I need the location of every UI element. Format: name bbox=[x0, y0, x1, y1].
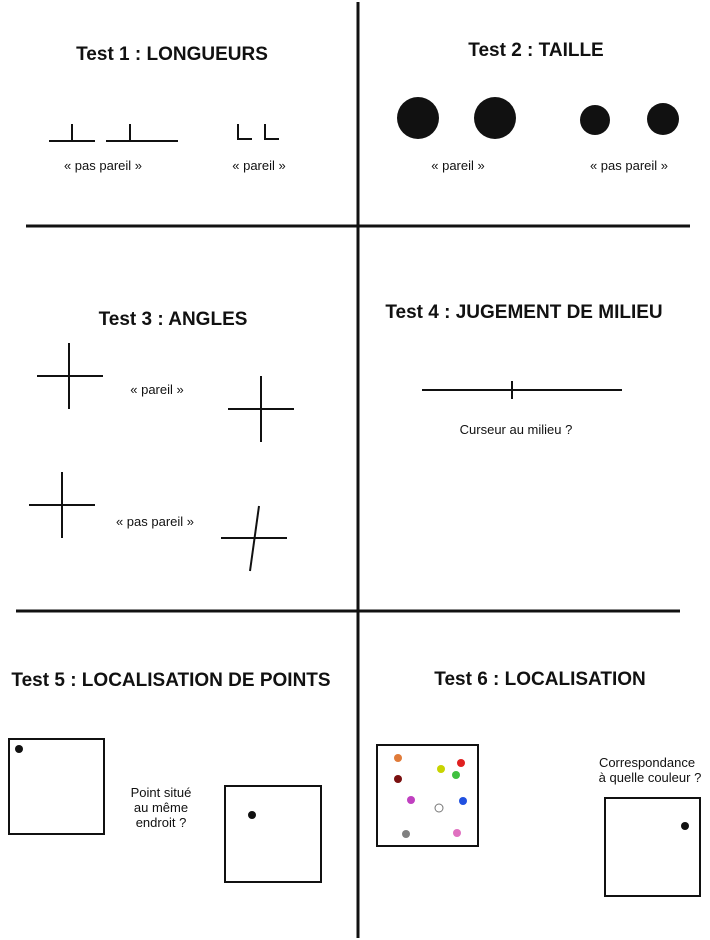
test6-color-dots bbox=[394, 754, 467, 838]
test5-title: Test 5 : LOCALISATION DE POINTS bbox=[11, 670, 331, 691]
grid-lines bbox=[16, 2, 690, 938]
test6-color-dot bbox=[435, 804, 443, 812]
test6-color-dot bbox=[402, 830, 410, 838]
test4-title: Test 4 : JUGEMENT DE MILIEU bbox=[385, 302, 663, 323]
test2-label-different: « pas pareil » bbox=[589, 158, 669, 173]
test2-small-circle bbox=[647, 103, 679, 135]
test5-question-line: au même bbox=[133, 800, 189, 815]
test2-panel bbox=[397, 40, 679, 173]
test3-cross-1 bbox=[37, 343, 103, 409]
test6-dot-response bbox=[681, 822, 689, 830]
test2-title: Test 2 : TAILLE bbox=[468, 40, 604, 61]
test1-label-different: « pas pareil » bbox=[63, 158, 143, 173]
test6-title: Test 6 : LOCALISATION bbox=[434, 669, 646, 690]
test3-panel bbox=[29, 309, 294, 571]
test6-color-dot bbox=[457, 759, 465, 767]
test4-question: Curseur au milieu ? bbox=[459, 422, 573, 437]
test5-square-response bbox=[225, 786, 321, 882]
test6-color-dot bbox=[407, 796, 415, 804]
test3-cross-4-tilted bbox=[221, 506, 287, 571]
test6-question-line: à quelle couleur ? bbox=[598, 770, 702, 785]
test3-label-same: « pareil » bbox=[130, 382, 184, 397]
test6-color-dot bbox=[437, 765, 445, 773]
test5-dot-response bbox=[248, 811, 256, 819]
test5-dot-reference bbox=[15, 745, 23, 753]
test4-panel bbox=[385, 302, 662, 437]
test3-cross-2 bbox=[228, 376, 294, 442]
test2-small-circle bbox=[580, 105, 610, 135]
test1-lengths-same bbox=[238, 124, 279, 139]
test5-question-line: Point situé bbox=[130, 785, 192, 800]
test6-question-line: Correspondance bbox=[598, 755, 696, 770]
test5-panel bbox=[9, 670, 331, 882]
test1-label-same: « pareil » bbox=[232, 158, 286, 173]
test2-large-circle bbox=[474, 97, 516, 139]
test6-color-dot bbox=[394, 754, 402, 762]
test3-title: Test 3 : ANGLES bbox=[98, 309, 248, 330]
test5-question-line: endroit ? bbox=[135, 815, 187, 830]
test5-square-reference bbox=[9, 739, 104, 834]
test6-color-dot bbox=[394, 775, 402, 783]
test6-color-dot bbox=[453, 829, 461, 837]
test1-title: Test 1 : LONGUEURS bbox=[76, 44, 268, 65]
test2-label-same: « pareil » bbox=[431, 158, 485, 173]
test4-line-with-cursor bbox=[422, 381, 622, 399]
test1-lengths-different bbox=[49, 124, 178, 141]
test6-panel bbox=[377, 669, 701, 896]
test6-color-dot bbox=[452, 771, 460, 779]
test6-square-response bbox=[605, 798, 700, 896]
test2-large-circle bbox=[397, 97, 439, 139]
test1-panel bbox=[49, 44, 286, 173]
test3-cross-3 bbox=[29, 472, 95, 538]
test6-color-dot bbox=[459, 797, 467, 805]
test3-label-different: « pas pareil » bbox=[115, 514, 195, 529]
